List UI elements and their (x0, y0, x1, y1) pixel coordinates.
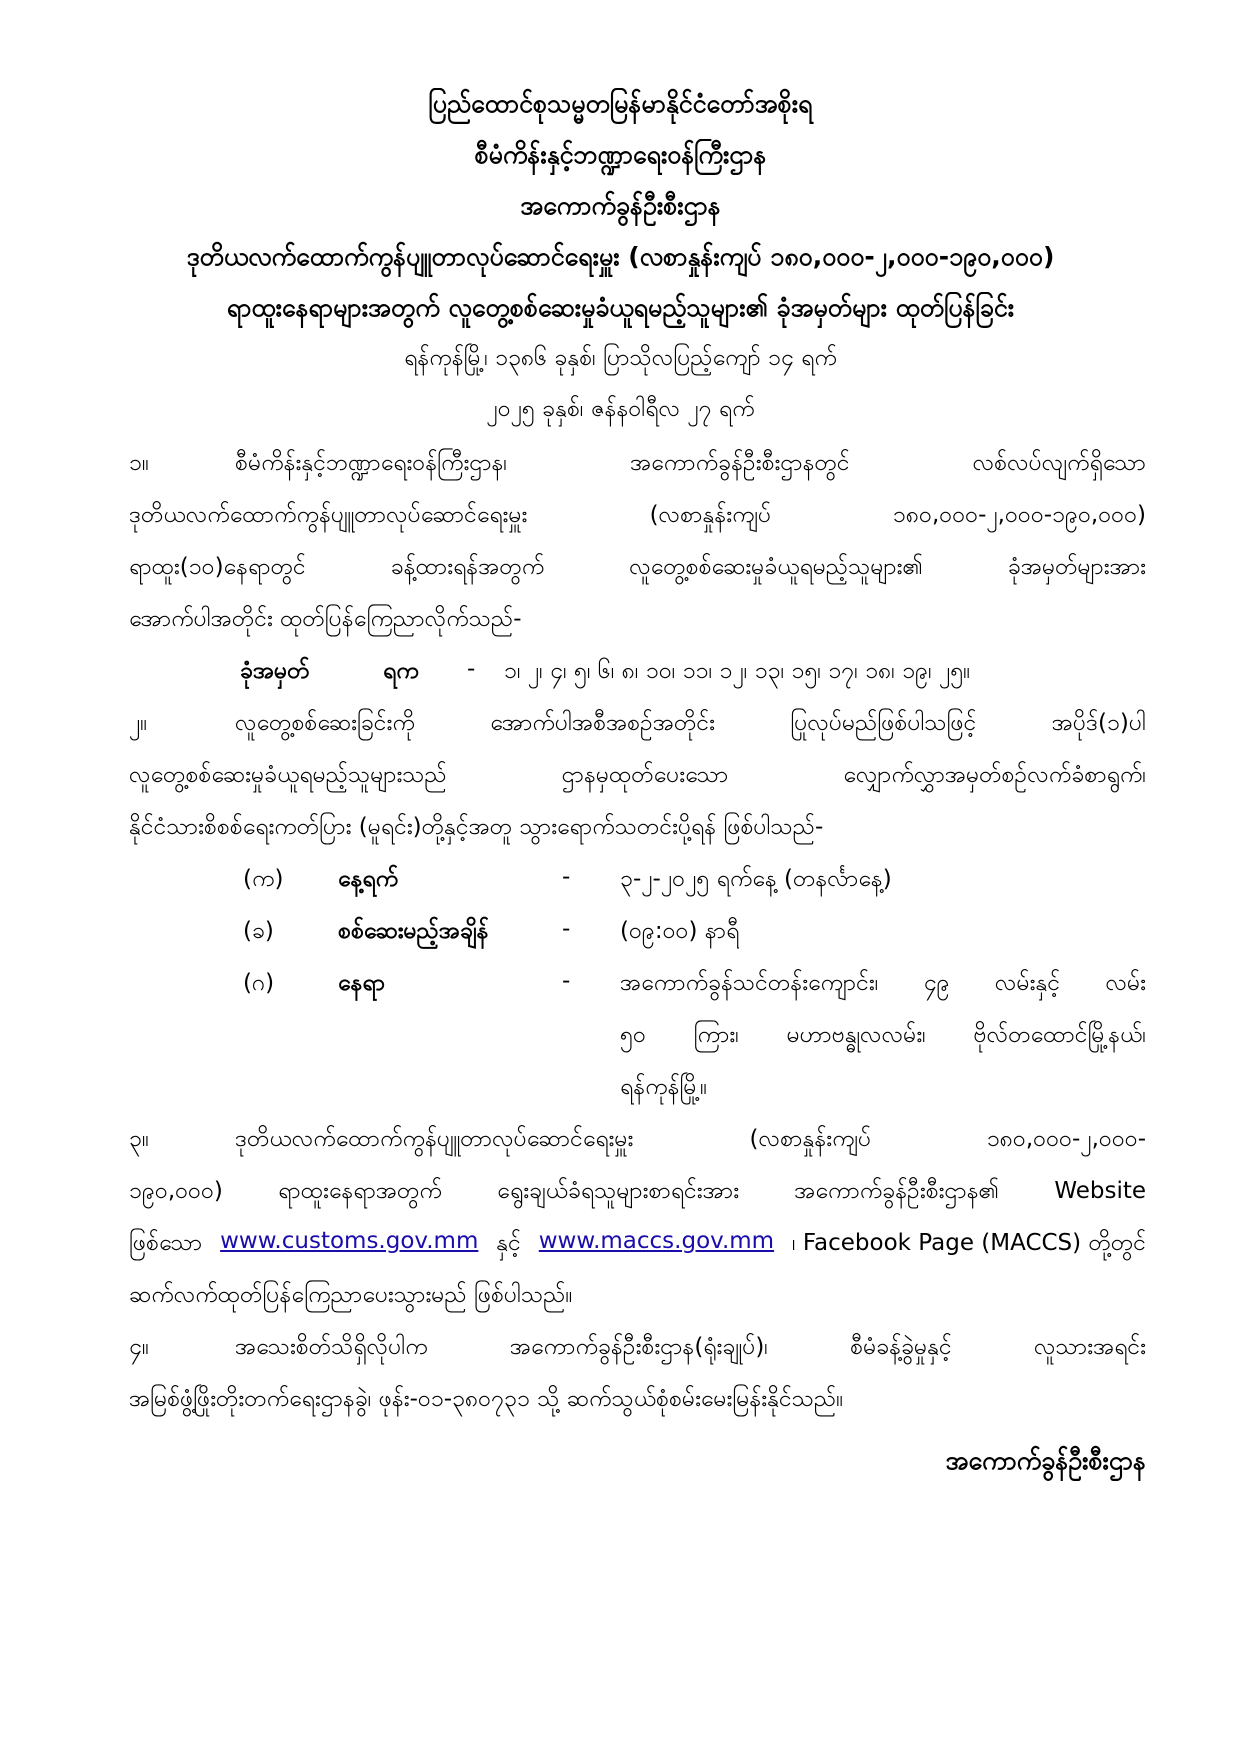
para2-line: နိုင်ငံသားစိစစ်ရေးကတ်ပြား (မူရင်း)တို့နှင့်အတူ သွားရောက်သတင်းပို့ရန် ဖြစ်ပါသည်- (129, 814, 824, 840)
para3-links-line (129, 1228, 1146, 1262)
para2-line: လူတွေ့စစ်ဆေးမှုခံယူရမည့်သူများသည် ဌာနမှထုတ်ပေးသော လျှောက်လွှာအမှတ်စဉ်လက်ခံစာရွက်၊ (129, 762, 1146, 788)
para3-text: ဖြစ်သော (129, 1230, 203, 1256)
schedule-place-label: နေရာ (338, 970, 386, 996)
seat-numbers-list: ၁၊ ၂၊ ၄၊ ၅၊ ၆၊ ၈၊ ၁၀၊ ၁၁၊ ၁၂၊ ၁၃၊ ၁၅၊ ၁၇၊ ၁၈၊ ၁၉၊ ၂၅။ (504, 658, 971, 684)
header-ministry: စီမံကိန်းနှင့်ဘဏ္ဍာရေးဝန်ကြီးဌာန (474, 140, 767, 169)
para2-line: လူတွေ့စစ်ဆေးခြင်းကို အောက်ပါအစီအစဉ်အတိုင်း ပြုလုပ်မည်ဖြစ်ပါသဖြင့် အပိုဒ်(၁)ပါ (235, 710, 1146, 736)
seat-numbers-prefix: ရက (383, 658, 419, 684)
schedule-date-key: (က) (243, 866, 284, 892)
schedule-place-line: ၅၀ ကြား၊ မဟာဗန္ဓုလလမ်း၊ ဗိုလ်တထောင်မြို့နယ်၊ (620, 1022, 1146, 1048)
para4-line: အသေးစိတ်သိရှိလိုပါက အကောက်ခွန်ဦးစီးဌာန(ရုံးချုပ်)၊ စီမံခန့်ခွဲမှုနှင့် လူသားအရင်း (235, 1334, 1146, 1360)
customs-website-link[interactable]: www.customs.gov.mm (220, 1228, 479, 1254)
schedule-place-line: ရန်ကုန်မြို့။ (620, 1074, 708, 1100)
para2-number: ၂။ (129, 710, 148, 736)
para1-number: ၁။ (129, 450, 149, 476)
para4-number: ၄။ (129, 1334, 149, 1360)
seat-numbers-label: ခုံအမှတ် (240, 658, 310, 684)
para1-line: စီမံကိန်းနှင့်ဘဏ္ဍာရေးဝန်ကြီးဌာန၊ အကောက်ခွန်ဦးစီးဌာနတွင် လစ်လပ်လျက်ရှိသော (235, 450, 1146, 476)
para4-line: အမြစ်ဖွံ့ဖြိုးတိုးတက်ရေးဌာနခွဲ၊ ဖုန်း-၀၁-၃၈၀၇၃၁ သို့ ဆက်သွယ်စုံစမ်းမေးမြန်းနိုင်သည်။ (129, 1386, 844, 1412)
para3-text: ၊ Facebook Page (MACCS) တို့တွင် (791, 1230, 1146, 1256)
schedule-date-value: ၃-၂-၂၀၂၅ ရက်နေ့ (တနင်္လာနေ့) (620, 866, 892, 892)
para3-line: ၁၉၀,၀၀၀) ရာထူးနေရာအတွက် ရွေးချယ်ခံရသူများစာရင်းအား အကောက်ခွန်ဦးစီးဌာန၏ Website (129, 1178, 1146, 1204)
para3-line: ဒုတိယလက်ထောက်ကွန်ပျူတာလုပ်ဆောင်ရေးမှူး (လစာနှုန်းကျပ် ၁၈၀,၀၀၀-၂,၀၀၀- (235, 1126, 1146, 1152)
header-subject: ရာထူးနေရာများအတွက် လူတွေ့စစ်ဆေးမှုခံယူရမည့်သူများ၏ ခုံအမှတ်များ ထုတ်ပြန်ခြင်း (226, 293, 1015, 322)
schedule-date-dash: - (562, 864, 571, 890)
seat-numbers-dash: - (467, 656, 476, 682)
schedule-time-key: (ခ) (243, 918, 274, 944)
para1-line: ရာထူး(၁၀)နေရာတွင် ခန့်ထားရန်အတွက် လူတွေ့စစ်ဆေးမှုခံယူရမည့်သူများ၏ ခုံအမှတ်များအား (129, 554, 1146, 580)
para3-text: နှင့် (496, 1230, 521, 1256)
schedule-date-label: နေ့ရက် (338, 866, 399, 892)
schedule-place-key: (ဂ) (243, 970, 275, 996)
header-government: ပြည်ထောင်စုသမ္မတမြန်မာနိုင်ငံတော်အစိုးရ (428, 89, 813, 118)
para3-line: ဆက်လက်ထုတ်ပြန်ကြေညာပေးသွားမည် ဖြစ်ပါသည်။ (129, 1282, 573, 1308)
schedule-place-dash: - (562, 968, 571, 994)
schedule-time-label: စစ်ဆေးမည့်အချိန် (338, 918, 489, 944)
signature-department: အကောက်ခွန်ဦးစီးဌာန (945, 1446, 1146, 1475)
para1-line: ဒုတိယလက်ထောက်ကွန်ပျူတာလုပ်ဆောင်ရေးမှူး (လစာနှုန်းကျပ် ၁၈၀,၀၀၀-၂,၀၀၀-၁၉၀,၀၀၀) (129, 502, 1146, 528)
schedule-place-line: အကောက်ခွန်သင်တန်းကျောင်း၊ ၄၉ လမ်းနှင့် လမ်း (620, 970, 1146, 996)
maccs-website-link[interactable]: www.maccs.gov.mm (538, 1228, 775, 1254)
header-position-title: ဒုတိယလက်ထောက်ကွန်ပျူတာလုပ်ဆောင်ရေးမှူး (လစာနှုန်းကျပ် ၁၈၀,၀၀၀-၂,၀၀၀-၁၉၀,၀၀၀) (186, 242, 1055, 271)
header-department: အကောက်ခွန်ဦးစီးဌာန (520, 191, 721, 220)
schedule-time-value: (၀၉:၀၀) နာရီ (620, 918, 740, 944)
para3-number: ၃။ (129, 1126, 149, 1152)
date-myanmar: ရန်ကုန်မြို့၊ ၁၃၈၆ ခုနှစ်၊ ပြာသိုလပြည့်ကျော် ၁၄ ရက် (404, 345, 837, 371)
para1-line: အောက်ပါအတိုင်း ထုတ်ပြန်ကြေညာလိုက်သည်- (129, 606, 522, 632)
schedule-time-dash: - (562, 916, 571, 942)
date-gregorian: ၂၀၂၅ ခုနှစ်၊ ဇန်နဝါရီလ ၂၇ ရက် (486, 396, 755, 422)
